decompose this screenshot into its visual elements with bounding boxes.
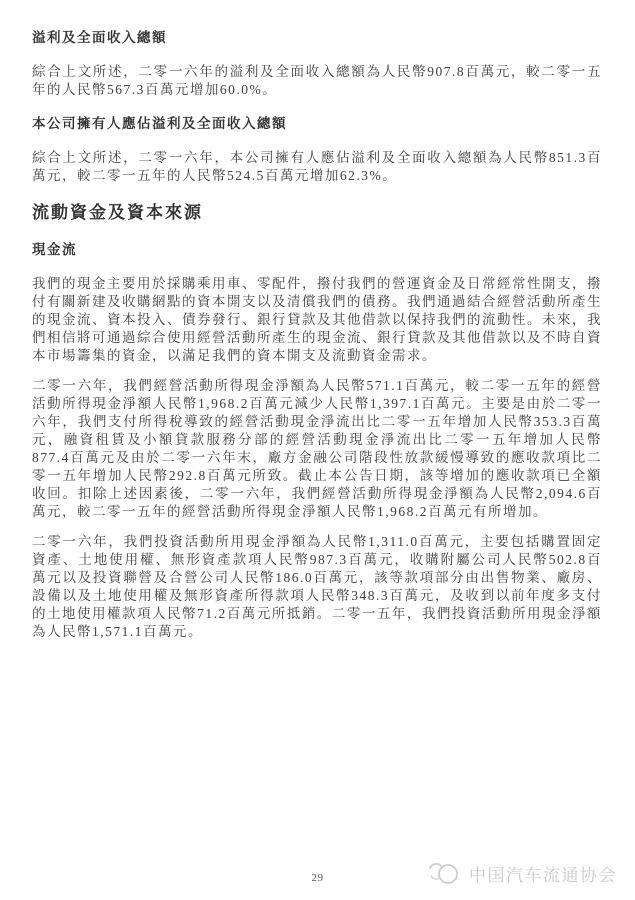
section-heading-liquidity-capital: 流動資金及資本來源 bbox=[32, 203, 203, 222]
watermark-label: 中国汽车流通协会 bbox=[469, 865, 617, 885]
watermark bbox=[428, 860, 617, 886]
paragraph-operating-cash-flow: 二零一六年，我們經營活動所得現金淨額為人民幣571.1百萬元，較二零一五年的經營活動所得現金淨額人民幣1,968.2百萬元減少人民幣1,397.1百萬元。主要是由於二零一六年，我們支付所得稅導致的經營活動現金淨流出比二零一五年增加人民幣353.3百萬元，融資租賃及小額貸款服務分部的經營活動現金淨流出比二零一五年增加人民幣877.4百萬元及由於二零一六年末，廠方金融公司階段性放款緩慢導致的應收款項比二零一五年增加人民幣292.8百萬元所致。截止本公告日期，該等增加的應收款項已全額收回。扣除上述因素後，二零一六年，我們經營活動所得現金淨額為人民幣2,094.6百萬元，較二零一五年的經營活動所得現金淨額人民幣1,968.2百萬元有所增加。 bbox=[32, 378, 602, 519]
page-number: 29 bbox=[311, 872, 324, 884]
paragraph-investing-cash-flow: 二零一六年，我們投資活動所用現金淨額為人民幣1,311.0百萬元，主要包括購置固定資產、土地使用權、無形資產款項人民幣987.3百萬元，收購附屬公司人民幣502.8百萬元以及投資聯營及合營公司人民幣186.0百萬元，該等款項部分由出售物業、廠房、設備以及土地使用權及無形資產所得款項人民幣348.3百萬元，及收到以前年度多支付的土地使用權款項人民幣71.2百萬元所抵銷。二零一五年，我們投資活動所用現金淨額為人民幣1,571.1百萬元。 bbox=[32, 534, 602, 639]
section-heading-owners-profit: 本公司擁有人應佔溢利及全面收入總額 bbox=[32, 116, 287, 131]
paragraph-cash-usage: 我們的現金主要用於採購乘用車、零配件，撥付我們的營運資金及日常經常性開支，撥付有關新建及收購網點的資本開支以及清償我們的債務。我們通過結合經營活動所產生的現金流、資本投入、債券發行、銀行貸款及其他借款以保持我們的流動性。未來，我們相信將可通過綜合使用經營活動所產生的現金流、銀行貸款及其他借款以及不時自資本市場籌集的資金，以滿足我們的資本開支及流動資金需求。 bbox=[32, 276, 602, 363]
cada-globe-logo-icon bbox=[428, 860, 462, 886]
section-heading-profit-total: 溢利及全面收入總額 bbox=[32, 30, 167, 45]
paragraph-profit-total: 綜合上文所述，二零一六年的溢利及全面收入總額為人民幣907.8百萬元，較二零一五年的人民幣567.3百萬元增加60.0%。 bbox=[32, 64, 602, 97]
subsection-heading-cash-flow: 現金流 bbox=[32, 242, 77, 257]
paragraph-owners-profit: 綜合上文所述，二零一六年，本公司擁有人應佔溢利及全面收入總額為人民幣851.3百萬元，較二零一五年的人民幣524.5百萬元增加62.3%。 bbox=[32, 150, 602, 183]
